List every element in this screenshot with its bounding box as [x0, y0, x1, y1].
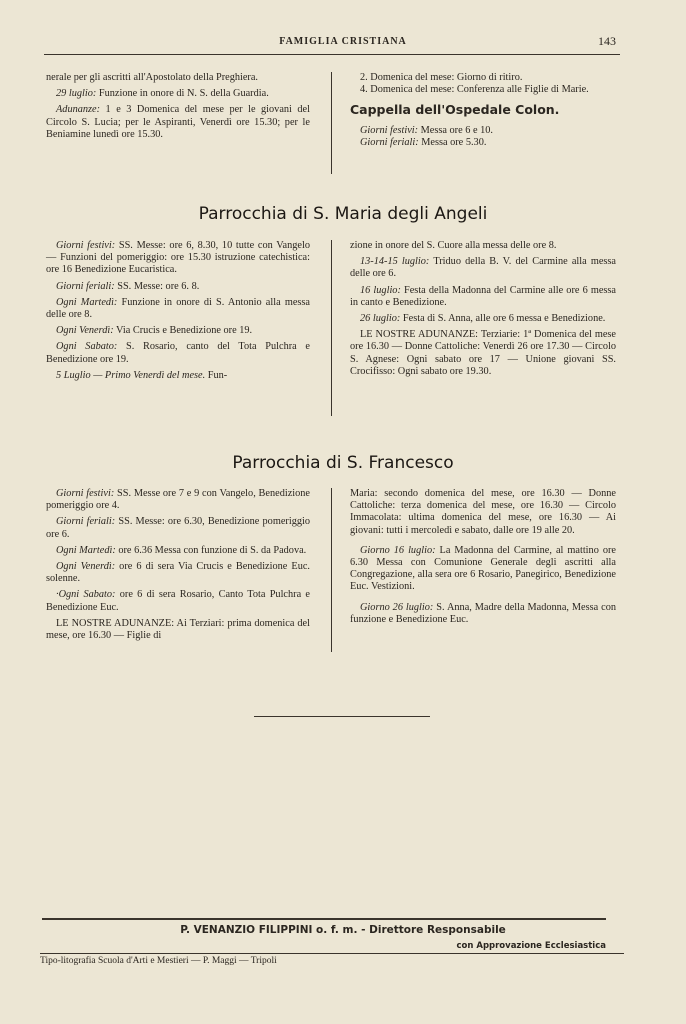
paragraph: Adunanze: 1 e 3 Domenica del mese per le giovani del Circolo S. Lucia; per le Aspiranti, Venerdì ore 15.30; per le Beniamine lunedì ore 15.30. [46, 104, 310, 140]
paragraph: 26 luglio: Festa di S. Anna, alle ore 6 messa e Benedizione. [360, 313, 606, 325]
responsible-editor: P. VENANZIO FILIPPINI o. f. m. - Direttore Responsabile [180, 924, 506, 936]
paragraph: Ogni Venerdì: ore 6 di sera Via Crucis e Benedizione Euc. solenne. [46, 561, 310, 585]
paragraph: Giorni festivi: SS. Messe ore 7 e 9 con Vangelo, Benedizione pomeriggio ore 4. [46, 488, 311, 512]
paragraph: 5 Luglio — Primo Venerdì del mese. Fun- [56, 369, 228, 381]
paragraph: Ogni Martedì: ore 6.36 Messa con funzione di S. da Padova. [56, 544, 307, 556]
paragraph: Maria: secondo domenica del mese, ore 16.30 — Donne Cattoliche: terza domenica del mese, ore 16.30 — Circolo Immacolata: ultima domenica del mese, ore 16.30 — Ai giovani: tutti i mercoledì e sabato, dalle ore 19 alle 20. [350, 488, 616, 536]
francesco-right-column [350, 488, 616, 630]
paragraph: 29 luglio: Funzione in onore di N. S. della Guardia. [56, 88, 269, 100]
column-divider [331, 72, 332, 174]
paragraph: 16 luglio: Festa della Madonna del Carmine alle ore 6 messa in canto e Benedizione. [350, 284, 617, 308]
column-divider [331, 488, 332, 652]
section-heading-angeli: Parrocchia di S. Maria degli Angeli [198, 204, 488, 224]
chapel-title: Cappella dell'Ospedale Colon. [350, 102, 560, 118]
printer-credit: Tipo-litografia Scuola d'Arti e Mestieri — P. Maggi — Tripoli [40, 956, 277, 966]
paragraph: ·Ogni Sabato: ore 6 di sera Rosario, Canto Tota Pulchra e Benedizione Euc. [46, 589, 310, 613]
paragraph: Giorno 26 luglio: S. Anna, Madre della Madonna, Messa con funzione e Benedizione Euc. [350, 601, 617, 625]
section-heading-francesco: Parrocchia di S. Francesco [232, 453, 454, 473]
paragraph: LE NOSTRE ADUNANZE: Terziarie: 1ª Domenica del mese ore 16.30 — Donne Cattoliche: Venerdì 26 ore 17.30 — Circolo S. Agnese: Ogni sabato ore 17 — Unione giovani SS. Crocifisso: Ogni sabato ore 19.30. [350, 329, 616, 377]
paragraph: Giorno 16 luglio: La Madonna del Carmine, al mattino ore 6.30 Messa con Comunione Generale degli ascritti alla Congregazione, alla sera ore 6 Rosario, Panegirico, Benedizione Euc. Vestizioni. [350, 544, 616, 593]
paragraph: Giorni festivi: Messa ore 6 e 10. [360, 124, 493, 136]
footer-rule [42, 918, 606, 920]
angeli-right-column [350, 240, 616, 382]
printer-rule [40, 953, 624, 954]
column-divider [331, 240, 332, 416]
paragraph: 4. Domenica del mese: Conferenza alle Figlie di Marie. [360, 84, 589, 96]
paragraph: 13-14-15 luglio: Triduo della B. V. del Carmine alla messa delle ore 6. [350, 256, 616, 280]
section-end-rule [254, 716, 430, 717]
paragraph: Giorni festivi: SS. Messe: ore 6, 8.30, 10 tutte con Vangelo — Funzioni del pomeriggio: ore 15.30 istruzione catechistica: ore 16 Benedizione Eucaristica. [46, 240, 310, 276]
paragraph: 2. Domenica del mese: Giorno di ritiro. [360, 72, 523, 83]
francesco-left-column [46, 488, 310, 646]
top-left-column [46, 72, 310, 145]
top-right-column [350, 72, 616, 149]
paragraph: Giorni feriali: SS. Messe: ore 6. 8. [56, 280, 200, 292]
paragraph: LE NOSTRE ADUNANZE: Ai Terziari: prima domenica del mese, ore 16.30 — Figlie di [46, 617, 310, 642]
paragraph: Giorni feriali: Messa ore 5.30. [360, 136, 487, 148]
ecclesiastical-approval: con Approvazione Ecclesiastica [456, 941, 606, 951]
header-rule [44, 54, 620, 55]
paragraph: zione in onore del S. Cuore alla messa delle ore 8. [350, 240, 557, 251]
paragraph: Ogni Sabato: S. Rosario, canto del Tota Pulchra e Benedizione ore 19. [46, 341, 310, 365]
running-header: FAMIGLIA CRISTIANA [279, 36, 407, 47]
paragraph: Giorni feriali: SS. Messe: ore 6.30, Benedizione pomeriggio ore 6. [46, 516, 310, 540]
angeli-left-column [46, 240, 310, 386]
paragraph: Ogni Venerdì: Via Crucis e Benedizione ore 19. [56, 325, 253, 337]
paragraph: Ogni Martedì: Funzione in onore di S. Antonio alla messa delle ore 8. [46, 296, 310, 321]
page-number: 143 [598, 34, 616, 48]
paragraph: nerale per gli ascritti all'Apostolato della Preghiera. [46, 72, 259, 83]
